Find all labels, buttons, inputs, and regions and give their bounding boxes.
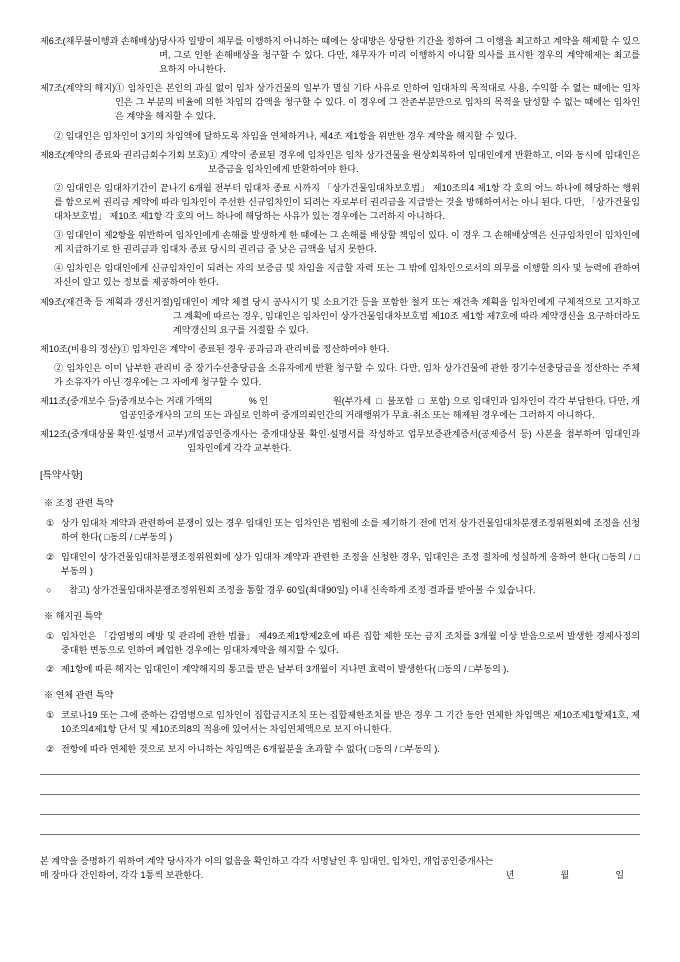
clause-11-vat-exclusive-checkbox[interactable]: □ — [373, 396, 385, 407]
clause-11-body — [120, 394, 640, 422]
special-terms-title: [특약사항] — [40, 470, 83, 482]
clause-9-body: 임대인이 계약 체결 당시 공사시기 및 소요기간 등을 포함한 철거 또는 재건축 계획을 임차인에게 구체적으로 고지하고 그 계획에 따르는 경우, 임대인은 임차인이 상가건물임대차보호법 제10조 제1항 제7호에 따라 계약갱신을 요구하더라도 계약갱신의 요구를 거절할 수 있다. — [172, 296, 640, 335]
clause-11-text-post: 으로 임대인과 임차인이 각각 부담한다. 다만, 개업공인중개사의 고의 또는 과실로 인하여 중개의뢰인간의 거래행위가 무효·취소 또는 해제된 경우에는 그러하지 아니하다. — [119, 396, 641, 421]
special-item — [46, 516, 640, 544]
clause-8-body: ① 계약이 종료된 경우에 임차인은 임차 상가건물을 원상회복하여 임대인에게 반환하고, 이와 동시에 임대인은 보증금을 임차인에게 반환하여야 한다. — [208, 149, 640, 174]
closing-line-2-row — [40, 868, 640, 882]
date-day-label[interactable]: 일 — [615, 869, 624, 880]
clause-11-vat-exclusive-label: 불포함 — [387, 396, 414, 407]
clause-8 — [40, 148, 640, 176]
clause-11-vat-inclusive-label: 포함) — [429, 396, 450, 407]
clause-12 — [40, 427, 640, 455]
clause-11 — [40, 394, 640, 422]
clause-12-number: 제12조(중개대상물 확인·설명서 교부) — [40, 429, 188, 440]
blank-rule — [40, 834, 640, 835]
date-fields — [506, 868, 640, 882]
blank-rule — [40, 774, 640, 775]
special-item — [46, 708, 640, 736]
special-item-marker: ① — [46, 630, 55, 641]
clause-8-item-4: ④ 임차인은 임대인에게 신규임차인이 되려는 자의 보증금 및 차임을 지급할 자력 또는 그 밖에 임차인으로서의 의무를 이행할 의사 및 능력에 관하여 자신이 알고 있는 정보를 제공하여야 한다. — [54, 263, 640, 288]
clause-10-body: ① 임차인은 계약이 종료된 경우 공과금과 관리비를 정산하여야 한다. — [120, 343, 390, 354]
clause-7-number: 제7조(계약의 해지) — [40, 83, 116, 94]
clause-11-number: 제11조(중개보수 등) — [40, 396, 120, 407]
blank-rule — [40, 794, 640, 795]
special-section-mediation-heading: ※ 조정 관련 특약 — [44, 498, 114, 509]
special-item-marker: ① — [46, 518, 55, 529]
clause-11-vat-inclusive-checkbox[interactable]: □ — [416, 396, 427, 407]
clause-8-item-2: ② 임대인은 임대차기간이 끝나기 6개월 전부터 임대차 종료 시까지 「상가건물임대차보호법」 제10조의4 제1항 각 호의 어느 하나에 해당하는 행위를 함으로써 권리금 계약에 따라 임차인이 주선한 신규임차인이 되려는 자로부터 권리금을 지급받는 것을 방해하여서는 아니 된다. 다만, 「상가건물임대차보호법」 제10조 제1항 각 호의 어느 하나에 해당하는 사유가 있는 경우에는 그러하지 아니하다. — [54, 182, 640, 222]
special-item-marker: ① — [46, 710, 55, 721]
clause-9 — [40, 295, 640, 337]
clause-7-body: ① 임차인은 본인의 과실 없이 임차 상가건물의 일부가 멸실 기타 사유로 인하여 임대차의 목적대로 사용, 수익할 수 없는 때에는 임차인은 그 부분의 비율에 의한 차임의 감액을 청구할 수 있다. 이 경우에 그 잔존부분만으로 임차의 목적을 달성할 수 없는 때에는 임차인은 계약을 해지할 수 있다. — [115, 83, 640, 122]
clause-6 — [40, 34, 640, 76]
special-item — [46, 742, 640, 756]
special-section-termination-heading: ※ 해지권 특약 — [44, 610, 103, 621]
special-item — [46, 550, 640, 578]
special-note-marker: ○ — [46, 584, 52, 595]
blank-write-in-area[interactable] — [40, 774, 640, 835]
clause-11-vat-label: 원(부가세 — [332, 396, 372, 407]
special-section-arrears — [40, 688, 640, 755]
special-item-text: 임차인은 「감염병의 예방 및 관리에 관한 법률」 제49조제1항제2호에 따른 집합 제한 또는 금지 조치를 3개월 이상 받음으로써 발생한 경제사정의 중대한 변동으로 인하여 폐업한 경우에는 임대차계약을 해지할 수 있다. — [61, 630, 640, 656]
special-item-text: 상가 임대차 계약과 관련하여 분쟁이 있는 경우 임대인 또는 임차인은 법원에 소를 제기하기 전에 먼저 상가건물임대차분쟁조정위원회에 조정을 신청하여 한다( □동의 / □부동의 ) — [61, 518, 640, 543]
clause-10 — [40, 342, 640, 356]
special-section-mediation — [40, 496, 640, 597]
special-item-marker: ② — [46, 551, 55, 562]
special-item-marker: ② — [46, 743, 55, 754]
clause-7-item-2: ② 임대인은 임차인이 3기의 차임액에 달하도록 차임을 연체하거나, 제4조 제1항을 위반한 경우 계약을 해지할 수 있다. — [54, 130, 517, 141]
special-item-text: 임대인이 상가건물임대차분쟁조정위원회에 상가 임대차 계약과 관련한 조정을 신청한 경우, 임대인은 조정 절차에 성실하게 응하여 한다( □동의 / □부동의 ) — [61, 551, 640, 576]
special-note-text: 참고) 상가건물임대차분쟁조정위원회 조정을 통할 경우 60일(최대90일) 이내 신속하게 조정 결과를 받아볼 수 있습니다. — [69, 584, 536, 595]
clause-11-text-pre: 중개보수는 거래 가액의 — [119, 396, 213, 407]
special-section-arrears-heading: ※ 연체 관련 특약 — [44, 690, 114, 701]
clause-11-amount-blank[interactable] — [271, 396, 331, 406]
clause-7 — [40, 81, 640, 123]
clause-9-number: 제9조(재건축 등 계획과 갱신거절) — [40, 296, 173, 307]
closing-line-2: 매 장마다 간인하여, 각각 1통씩 보관한다. — [40, 869, 204, 880]
clause-11-percent-label: % 인 — [248, 396, 269, 407]
date-month-label[interactable]: 월 — [560, 869, 570, 880]
closing-statement — [40, 854, 640, 882]
clause-10-item-2: ② 임차인은 이미 납부한 관리비 중 장기수선충당금을 소유자에게 반환 청구할 수 있다. 다만, 임차 상가건물에 관한 장기수선충당금을 정산하는 주체가 소유자가 아닌 경우에는 그 자에게 청구할 수 있다. — [54, 362, 640, 387]
date-year-label[interactable]: 년 — [505, 869, 515, 880]
closing-line-1: 본 계약을 증명하기 위하여 계약 당사자가 이의 없음을 확인하고 각각 서명날인 후 임대인, 임차인, 개업공인중개사는 — [40, 855, 494, 866]
special-item — [46, 662, 640, 676]
special-item-text: 전항에 따라 연체한 것으로 보지 아니하는 차임액은 6개월분을 초과할 수 없다( □동의 / □부동의 ). — [61, 743, 440, 754]
clause-6-number: 제6조(채무불이행과 손해배상) — [40, 36, 160, 46]
blank-rule — [40, 814, 640, 815]
clause-12-body: 개업공인중개사는 중개대상물 확인·설명서를 작성하고 업무보증관계증서(공제증서 등) 사본을 첨부하여 임대인과 임차인에게 각각 교부한다. — [187, 429, 640, 454]
clause-10-number: 제10조(비용의 정산) — [40, 343, 121, 354]
clause-6-body: 당사자 일방이 채무를 이행하지 아니하는 때에는 상대방은 상당한 기간을 정하여 그 이행을 최고하고 계약을 해제할 수 있으며, 그로 인한 손해배상을 청구할 수 있다. 다만, 채무자가 미리 이행하지 아니할 의사를 표시한 경우의 계약해제는 최고를 요하지 아니한다. — [159, 36, 640, 75]
clause-11-rate-blank[interactable] — [215, 396, 246, 406]
special-item-text: 제1항에 따른 해지는 임대인이 계약해지의 통고를 받은 날부터 3개월이 지나면 효력이 발생한다( □동의 / □부동의 ). — [61, 664, 509, 675]
special-section-termination — [40, 609, 640, 676]
special-note — [46, 583, 640, 597]
clause-8-item-3: ③ 임대인이 제2항을 위반하여 임차인에게 손해를 발생하게 한 때에는 그 손해를 배상할 책임이 있다. 이 경우 그 손해배상액은 신규임차인이 임차인에게 지급하기로 한 권리금과 임대차 종료 당시의 권리금 중 낮은 금액을 넘지 못한다. — [54, 230, 640, 255]
special-item-marker: ② — [46, 664, 55, 675]
clause-8-number: 제8조(계약의 종료와 권리금회수기회 보호) — [40, 149, 209, 160]
special-item-text: 코로나19 또는 그에 준하는 감염병으로 임차인이 집합금지조치 또는 집합제한조치를 받은 경우 그 기간 동안 연체한 차임액은 제10조제1항제1호, 제10조의4제1항 단서 및 제10조의8의 적용에 있어서는 차임연체액으로 보지 아니한다. — [61, 710, 640, 735]
special-item — [46, 629, 640, 657]
